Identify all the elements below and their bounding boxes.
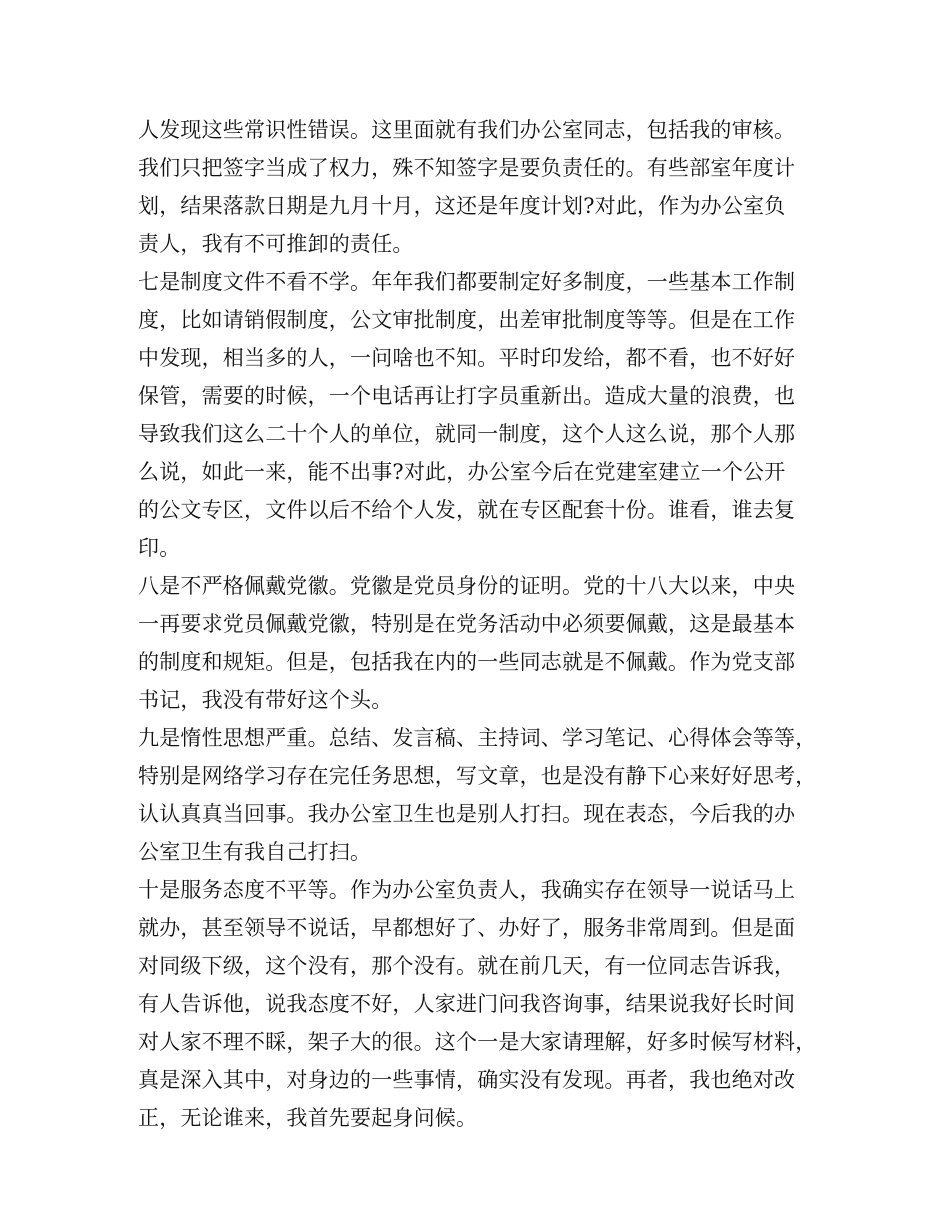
text-line: 正，无论谁来，我首先要起身问候。 — [138, 1106, 478, 1130]
text-line: 责人，我有不可推卸的责任。 — [138, 232, 414, 256]
text-line: 导致我们这么二十个人的单位，就同一制度，这个人这么说，那个人那 — [138, 422, 796, 446]
text-line: 就办，甚至领导不说话，早都想好了、办好了，服务非常周到。但是面 — [138, 916, 796, 940]
text-line: 对同级下级，这个没有，那个没有。就在前几天，有一位同志告诉我， — [138, 954, 796, 978]
text-line: 七是制度文件不看不学。年年我们都要制定好多制度，一些基本工作制 — [138, 270, 796, 294]
text-line: 中发现，相当多的人，一问啥也不知。平时印发给，都不看，也不好好 — [138, 346, 796, 370]
text-line: 十是服务态度不平等。作为办公室负责人，我确实存在领导一说话马上 — [138, 878, 796, 902]
text-line: 人发现这些常识性错误。这里面就有我们办公室同志，包括我的审核。 — [138, 118, 796, 142]
text-line: 印。 — [138, 536, 181, 560]
text-line: 的制度和规矩。但是，包括我在内的一些同志就是不佩戴。作为党支部 — [138, 650, 796, 674]
body-text — [138, 111, 838, 1137]
text-line: 九是惰性思想严重。总结、发言稿、主持词、学习笔记、心得体会等等， — [138, 726, 817, 750]
text-line: 公室卫生有我自己打扫。 — [138, 840, 372, 864]
text-line: 划，结果落款日期是九月十月，这还是年度计划?对此，作为办公室负 — [138, 194, 786, 218]
text-line: 有人告诉他，说我态度不好，人家进门问我咨询事，结果说我好长时间 — [138, 992, 796, 1016]
text-line: 么说，如此一来，能不出事?对此，办公室今后在党建室建立一个公开 — [138, 460, 786, 484]
text-line: 书记，我没有带好这个头。 — [138, 688, 393, 712]
text-line: 特别是网络学习存在完任务思想，写文章，也是没有静下心来好好思考， — [138, 764, 817, 788]
text-line: 八是不严格佩戴党徽。党徽是党员身份的证明。党的十八大以来，中央 — [138, 574, 796, 598]
text-line: 的公文专区，文件以后不给个人发，就在专区配套十份。谁看，谁去复 — [138, 498, 796, 522]
text-line: 真是深入其中，对身边的一些事情，确实没有发现。再者，我也绝对改 — [138, 1068, 796, 1092]
text-line: 认认真真当回事。我办公室卫生也是别人打扫。现在表态，今后我的办 — [138, 802, 796, 826]
text-line: 对人家不理不睬，架子大的很。这个一是大家请理解，好多时候写材料， — [138, 1030, 817, 1054]
text-line: 我们只把签字当成了权力，殊不知签字是要负责任的。有些部室年度计 — [138, 156, 796, 180]
text-line: 度，比如请销假制度，公文审批制度，出差审批制度等等。但是在工作 — [138, 308, 796, 332]
text-line: 保管，需要的时候，一个电话再让打字员重新出。造成大量的浪费，也 — [138, 384, 796, 408]
text-line: 一再要求党员佩戴党徽，特别是在党务活动中必须要佩戴，这是最基本 — [138, 612, 796, 636]
